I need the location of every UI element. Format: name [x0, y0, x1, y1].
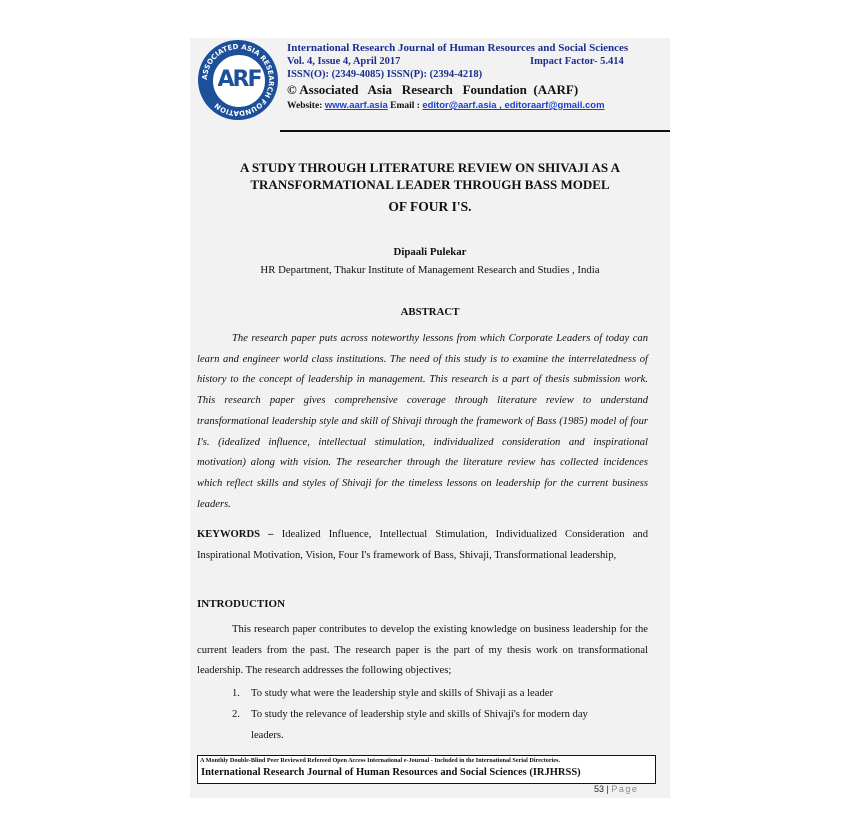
volume-issue: Vol. 4, Issue 4, April 2017	[287, 56, 401, 67]
paper-title-line2: TRANSFORMATIONAL LEADER THROUGH BASS MODEL	[250, 177, 610, 192]
page-separator: |	[606, 784, 609, 794]
objective-text: To study what were the leadership style and skills of Shivaji as a leader	[251, 688, 553, 699]
svg-text:ASSOCIATED ASIA RESEARCH FOUND: ASSOCIATED ASIA RESEARCH FOUNDATION	[200, 42, 276, 118]
email-label: Email :	[390, 101, 420, 111]
email-link[interactable]: editor@aarf.asia , editoraarf@gmail.com	[422, 100, 605, 111]
abstract-text: The research paper puts across noteworthy lessons from which Corporate Leaders of today can learn and engineer world class institutions. The need of this study is to examine the interrelatedness of history to the concept of leadership in management. This research is a part of thesis submission work. This research paper gives comprehensive coverage through literature review to understand transformational leadership style and skill of Shivaji through the framework of Bass (1985) model of four I's. (idealized influence, intellectual stimulation, individualized consideration and inspirational motivation) along with vision. The researcher through the literature review has collected incidences which reflect skills and styles of Shivaji for the timeless lessons on leadership for the current business leaders.	[197, 333, 648, 510]
author-affiliation: HR Department, Thakur Institute of Management Research and Studies , India	[260, 264, 600, 276]
keywords-text: Idealized Influence, Intellectual Stimulation, Individualized Consideration and Inspirational Motivation, Vision, Four I's framework of Bass, Shivaji, Transformational leadership,	[197, 529, 648, 561]
journal-name: International Research Journal of Human Resources and Social Sciences	[287, 42, 629, 54]
abstract-heading: ABSTRACT	[400, 306, 460, 318]
paper-title-line1: A STUDY THROUGH LITERATURE REVIEW ON SHIVAJI AS A	[240, 160, 620, 175]
author-name: Dipaali Pulekar	[393, 246, 467, 258]
website-link[interactable]: www.aarf.asia	[324, 100, 388, 111]
objective-item-2-continued	[232, 730, 284, 741]
impact-factor: Impact Factor- 5.414	[530, 56, 624, 67]
logo-monogram: ARF	[217, 67, 261, 92]
page-number-value: 53	[594, 784, 605, 794]
footer-journal-name: International Research Journal of Human Resources and Social Sciences (IRJHRSS)	[201, 767, 581, 778]
website-label: Website:	[287, 101, 323, 111]
page-number	[594, 784, 638, 794]
paper-title-line3: OF FOUR I'S.	[388, 199, 472, 214]
objective-text: leaders.	[251, 730, 284, 741]
footer-box	[197, 755, 656, 784]
logo-inner-circle	[212, 54, 266, 108]
footer-tagline: A Monthly Double-Blind Peer Reviewed Refereed Open Access International e-Journal - Included in the International Serial Directories.	[200, 757, 561, 764]
website-line	[287, 100, 605, 111]
objective-number: 1.	[232, 688, 240, 699]
objective-text: To study the relevance of leadership style and skills of Shivaji's for modern day	[251, 709, 588, 720]
page-word: Page	[611, 784, 639, 794]
aarf-logo	[198, 40, 278, 120]
introduction-heading: INTRODUCTION	[197, 598, 286, 610]
objective-item-1	[232, 688, 553, 699]
introduction-text: This research paper contributes to develop the existing knowledge on business leadership for the current leaders from the past. The research paper is the part of my thesis work on transformational leadership. The research addresses the following objectives;	[197, 624, 648, 677]
keywords-paragraph	[197, 525, 648, 566]
objective-number: 2.	[232, 709, 240, 720]
foundation-copyright: © Associated Asia Research Foundation (AARF)	[287, 82, 579, 97]
keywords-label: KEYWORDS –	[197, 529, 274, 540]
objective-item-2	[232, 709, 588, 720]
header-rule	[280, 130, 670, 132]
issn: ISSN(O): (2349-4085) ISSN(P): (2394-4218)	[287, 69, 483, 80]
